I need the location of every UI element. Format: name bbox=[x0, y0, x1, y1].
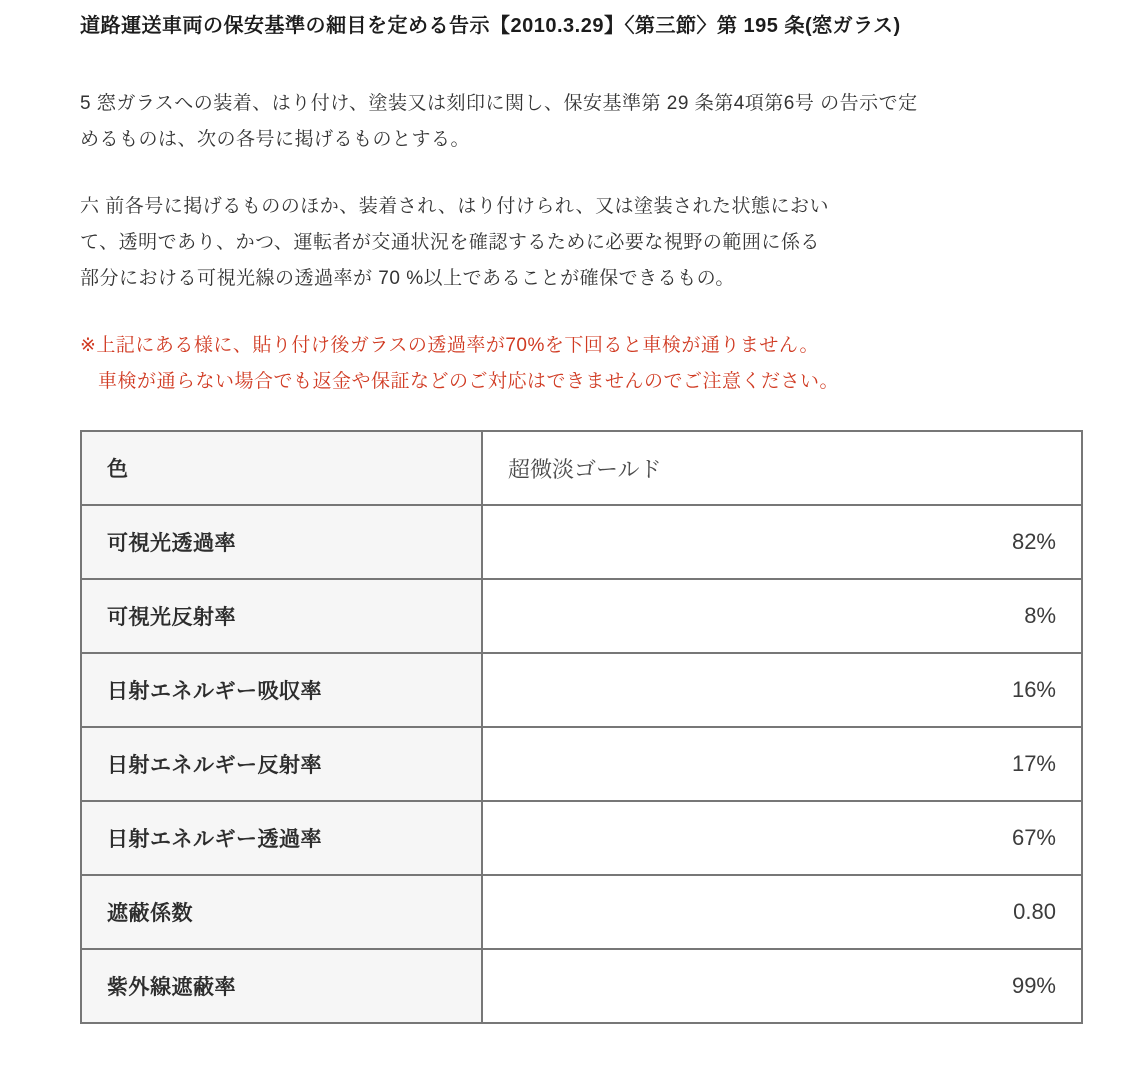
spec-value-cell: 17% bbox=[482, 727, 1082, 801]
spec-label-cell: 紫外線遮蔽率 bbox=[81, 949, 482, 1023]
spec-label-cell: 可視光反射率 bbox=[81, 579, 482, 653]
spec-label-cell: 遮蔽係数 bbox=[81, 875, 482, 949]
table-row-visible-light-reflectance bbox=[81, 579, 1082, 653]
spec-value-cell: 8% bbox=[482, 579, 1082, 653]
spec-value-cell: 16% bbox=[482, 653, 1082, 727]
spec-value-cell: 0.80 bbox=[482, 875, 1082, 949]
spec-value-cell: 99% bbox=[482, 949, 1082, 1023]
clause-6-line-3: 部分における可視光線の透過率が 70 %以上であることが確保できるもの。 bbox=[80, 268, 735, 289]
spec-label-cell: 日射エネルギー透過率 bbox=[81, 801, 482, 875]
table-row-shading-coefficient bbox=[81, 875, 1082, 949]
spec-label-cell: 日射エネルギー反射率 bbox=[81, 727, 482, 801]
spec-value-cell: 82% bbox=[482, 505, 1082, 579]
table-row-color bbox=[81, 431, 1082, 505]
table-row-solar-energy-transmittance bbox=[81, 801, 1082, 875]
clause-6-line-1: 六 前各号に掲げるもののほか、装着され、はり付けられ、又は塗装された状態におい bbox=[80, 196, 830, 217]
spec-label-cell: 色 bbox=[81, 431, 482, 505]
warning-line-1: ※上記にある様に、貼り付け後ガラスの透過率が70%を下回ると車検が通りません。 bbox=[80, 335, 820, 356]
document-body bbox=[80, 10, 1084, 1024]
table-row-solar-energy-reflectance bbox=[81, 727, 1082, 801]
clause-5-paragraph bbox=[80, 86, 1084, 158]
page-title: 道路運送車両の保安基準の細目を定める告示【2010.3.29】〈第三節〉第 195 条(窓ガラス) bbox=[80, 15, 901, 37]
clause-5-line-1: 5 窓ガラスへの装着、はり付け、塗装又は刻印に関し、保安基準第 29 条第4項第6号 の告示で定 bbox=[80, 93, 918, 114]
table-row-uv-blocking-rate bbox=[81, 949, 1082, 1023]
spec-label-cell: 可視光透過率 bbox=[81, 505, 482, 579]
warning-line-2: 車検が通らない場合でも返金や保証などのご対応はできませんのでご注意ください。 bbox=[98, 371, 840, 392]
spec-table bbox=[80, 430, 1083, 1024]
clause-5-line-2: めるものは、次の各号に掲げるものとする。 bbox=[80, 129, 471, 150]
clause-6-paragraph bbox=[80, 189, 1084, 297]
spec-value-cell: 67% bbox=[482, 801, 1082, 875]
table-row-visible-light-transmittance bbox=[81, 505, 1082, 579]
spec-label-cell: 日射エネルギー吸収率 bbox=[81, 653, 482, 727]
table-row-solar-energy-absorption bbox=[81, 653, 1082, 727]
spec-value-cell: 超微淡ゴールド bbox=[482, 431, 1082, 505]
warning-text bbox=[80, 328, 1084, 400]
clause-6-line-2: て、透明であり、かつ、運転者が交通状況を確認するために必要な視野の範囲に係る bbox=[80, 232, 820, 253]
